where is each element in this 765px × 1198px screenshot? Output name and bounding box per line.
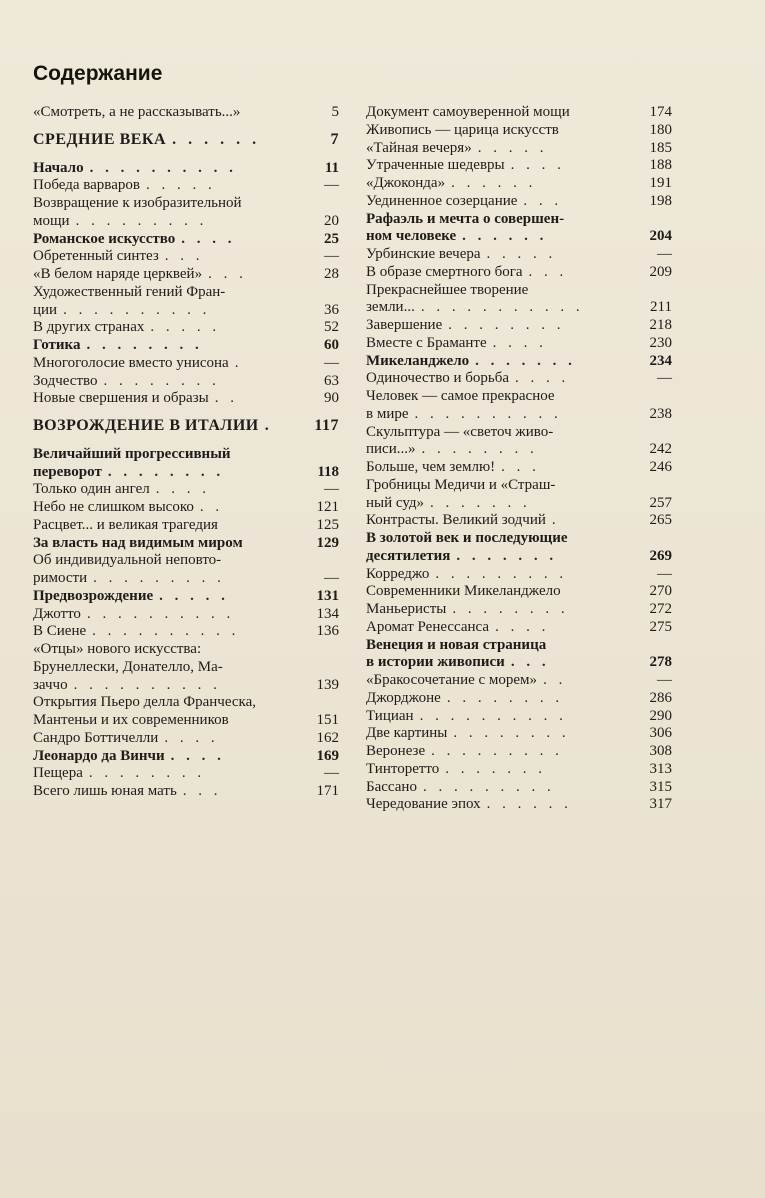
dot-leader: . . . bbox=[208, 266, 247, 282]
dot-leader: . . . . . . . . . . bbox=[92, 623, 240, 640]
toc-entry bbox=[33, 659, 339, 677]
toc-entry bbox=[33, 131, 339, 149]
toc-entry bbox=[33, 623, 339, 641]
page-number: 151 bbox=[316, 712, 339, 728]
toc-entry bbox=[33, 570, 339, 588]
toc-entry bbox=[366, 104, 672, 122]
toc-entry bbox=[366, 743, 672, 761]
toc-entry-title: Скульптура — «светоч живо- bbox=[366, 423, 554, 440]
page-number: 20 bbox=[324, 212, 339, 229]
page-number: 204 bbox=[649, 228, 672, 245]
page-number: 185 bbox=[649, 139, 672, 156]
toc-entry-title: Возвращение к изобразительной bbox=[33, 195, 242, 211]
toc-entry bbox=[33, 373, 339, 391]
page-number: 286 bbox=[649, 689, 672, 706]
dot-leader: . bbox=[551, 512, 560, 529]
toc-entry-title: Обретенный синтез bbox=[33, 248, 159, 265]
page-number: — bbox=[324, 354, 339, 371]
page-number: 290 bbox=[649, 707, 672, 724]
toc-left-column bbox=[33, 104, 339, 801]
toc-entry bbox=[366, 761, 672, 779]
page-number: 278 bbox=[649, 654, 672, 671]
page-number: 25 bbox=[324, 230, 339, 247]
page-number: 5 bbox=[331, 104, 339, 120]
page-number: 272 bbox=[649, 601, 672, 617]
toc-entry-title: Современники Микеланджело bbox=[366, 583, 561, 600]
toc-entry bbox=[366, 477, 672, 495]
page-number: 306 bbox=[649, 725, 672, 742]
page-number: 121 bbox=[316, 499, 339, 515]
toc-entry bbox=[366, 512, 672, 530]
toc-entry bbox=[33, 748, 339, 766]
toc-entry-title: земли... bbox=[366, 299, 415, 316]
toc-entry-title: «В белом наряде церквей» bbox=[33, 266, 203, 282]
toc-entry bbox=[33, 417, 339, 435]
toc-entry-title: десятилетия bbox=[366, 547, 451, 564]
toc-right-column bbox=[366, 104, 672, 814]
page-number: 117 bbox=[314, 417, 339, 434]
toc-entry bbox=[366, 157, 672, 175]
toc-entry bbox=[366, 495, 672, 513]
page-number: 169 bbox=[316, 747, 339, 764]
toc-entry bbox=[33, 677, 339, 695]
page-number: 28 bbox=[324, 266, 339, 282]
toc-entry bbox=[366, 459, 672, 477]
toc-entry-title: Величайший прогрессивный bbox=[33, 445, 231, 462]
toc-entry-title: Джотто bbox=[33, 605, 81, 622]
toc-entry-title: Человек — самое прекрасное bbox=[366, 388, 555, 404]
toc-entry bbox=[366, 299, 672, 317]
page-number: 230 bbox=[649, 334, 672, 351]
toc-entry-title: Пещера bbox=[33, 765, 83, 782]
toc-entry bbox=[33, 730, 339, 748]
toc-entry bbox=[366, 690, 672, 708]
toc-entry bbox=[366, 530, 672, 548]
page-number: 174 bbox=[649, 104, 672, 120]
toc-entry-title: Тинторетто bbox=[366, 760, 440, 777]
dot-leader: . . . bbox=[523, 192, 563, 209]
dot-leader: . . . bbox=[501, 459, 540, 475]
page-number: 308 bbox=[649, 743, 672, 759]
toc-entry-title: римости bbox=[33, 570, 88, 586]
toc-entry bbox=[33, 195, 339, 213]
toc-entry bbox=[366, 353, 672, 371]
toc-entry bbox=[366, 619, 672, 637]
toc-entry bbox=[33, 302, 339, 320]
dot-leader: . . . . . . . . bbox=[446, 689, 564, 706]
page-number: — bbox=[324, 248, 339, 265]
toc-entry bbox=[33, 641, 339, 659]
dot-leader: . . . . . . . bbox=[456, 547, 558, 564]
dot-leader: . . . bbox=[164, 248, 204, 265]
toc-entry-title: Больше, чем землю! bbox=[366, 459, 496, 475]
toc-entry-title: Маньеристы bbox=[366, 601, 447, 617]
toc-entry-title: В других странах bbox=[33, 319, 145, 336]
toc-entry bbox=[366, 246, 672, 264]
page-number: 139 bbox=[316, 676, 339, 693]
toc-entry-title: Художественный гений Фран- bbox=[33, 283, 226, 300]
toc-entry-title: Об индивидуальной неповто- bbox=[33, 552, 222, 569]
toc-entry bbox=[366, 708, 672, 726]
toc-entry bbox=[366, 193, 672, 211]
dot-leader: . . . . . . . . bbox=[452, 601, 569, 617]
toc-entry-title: Мантеньи и их современников bbox=[33, 712, 229, 728]
dot-leader: . . . . . bbox=[145, 177, 216, 194]
toc-entry-title: ции bbox=[33, 301, 58, 318]
toc-entry-title: Завершение bbox=[366, 317, 443, 333]
toc-entry bbox=[33, 588, 339, 606]
toc-entry bbox=[33, 284, 339, 302]
page-number: 131 bbox=[316, 587, 339, 604]
toc-entry-title: Готика bbox=[33, 337, 81, 353]
dot-leader: . . . . bbox=[181, 230, 236, 247]
toc-entry-title: заччо bbox=[33, 676, 68, 693]
toc-entry-title: Начало bbox=[33, 159, 84, 176]
toc-entry-title: СРЕДНИЕ ВЕКА bbox=[33, 130, 167, 148]
page-number: — bbox=[324, 570, 339, 586]
dot-leader: . . . . . . . . . . bbox=[73, 676, 221, 693]
page-number: 211 bbox=[650, 299, 672, 316]
toc-entry bbox=[366, 725, 672, 743]
toc-entry-title: В Сиене bbox=[33, 623, 87, 640]
page-number: 125 bbox=[316, 516, 339, 533]
toc-entry-title: писи...» bbox=[366, 441, 416, 458]
toc-entry bbox=[33, 319, 339, 337]
toc-entry-title: Многоголосие вместо унисона bbox=[33, 354, 229, 371]
page-number: 234 bbox=[649, 352, 672, 369]
page-title: Содержание bbox=[33, 62, 163, 85]
dot-leader: . . . . . . . . . bbox=[431, 743, 563, 759]
toc-entry bbox=[33, 248, 339, 266]
toc-entry bbox=[366, 317, 672, 335]
toc-entry-title: Две картины bbox=[366, 725, 448, 742]
dot-leader: . . bbox=[543, 672, 567, 688]
dot-leader: . . bbox=[199, 499, 224, 515]
toc-entry-title: ный суд» bbox=[366, 494, 425, 511]
toc-entry-title: Рафаэль и мечта о совершен- bbox=[366, 210, 565, 227]
toc-entry bbox=[33, 694, 339, 712]
toc-entry bbox=[366, 388, 672, 406]
dot-leader: . . . . . bbox=[159, 587, 229, 604]
toc-entry-title: Аромат Ренессанса bbox=[366, 618, 490, 635]
toc-entry-title: Небо не слишком высоко bbox=[33, 499, 194, 515]
toc-entry bbox=[33, 390, 339, 408]
toc-entry-title: Одиночество и борьба bbox=[366, 370, 509, 387]
dot-leader: . . . . . . . . bbox=[453, 725, 570, 742]
toc-entry-title: Прекраснейшее творение bbox=[366, 281, 529, 298]
page-number: 188 bbox=[649, 157, 672, 174]
toc-entry bbox=[33, 231, 339, 249]
toc-entry-title: Чередование эпох bbox=[366, 796, 481, 813]
page-number: 242 bbox=[649, 441, 672, 458]
dot-leader: . . . . . . bbox=[451, 175, 537, 191]
page-number: 315 bbox=[649, 778, 672, 795]
dot-leader: . . . . . . . . . . bbox=[414, 405, 562, 422]
dot-leader: . . . . . . . . . . . bbox=[420, 299, 584, 316]
toc-entry bbox=[366, 370, 672, 388]
toc-entry-title: Открытия Пьеро делла Франческа, bbox=[33, 694, 256, 711]
dot-leader: . . . bbox=[510, 654, 550, 671]
dot-leader: . bbox=[264, 417, 273, 434]
toc-entry-title: «Смотреть, а не рассказывать...» bbox=[33, 104, 241, 120]
toc-entry-title: Новые свершения и образы bbox=[33, 390, 209, 407]
page-number: 270 bbox=[649, 583, 672, 600]
toc-entry-title: Предвозрождение bbox=[33, 587, 154, 604]
toc-entry-title: Всего лишь юная мать bbox=[33, 783, 177, 799]
page-number: 269 bbox=[649, 547, 672, 564]
toc-entry-title: Бассано bbox=[366, 778, 417, 795]
dot-leader: . . . . . . . . bbox=[448, 317, 565, 333]
toc-entry-title: Уединенное созерцание bbox=[366, 192, 518, 209]
toc-entry bbox=[366, 175, 672, 193]
toc-entry-title: Сандро Боттичелли bbox=[33, 729, 159, 746]
dot-leader: . . . . . . bbox=[486, 796, 572, 813]
page-number: 136 bbox=[316, 623, 339, 640]
page-number: 313 bbox=[649, 760, 672, 777]
toc-entry-title: Брунеллески, Донателло, Ма- bbox=[33, 658, 223, 675]
toc-entry bbox=[33, 499, 339, 517]
toc-entry-title: Урбинские вечера bbox=[366, 246, 481, 262]
dot-leader: . . . . . . . . . bbox=[435, 565, 568, 582]
toc-entry bbox=[366, 140, 672, 158]
dot-leader: . . . . bbox=[155, 481, 210, 498]
toc-entry bbox=[33, 213, 339, 231]
toc-entry bbox=[366, 672, 672, 690]
toc-entry bbox=[33, 104, 339, 122]
toc-entry bbox=[33, 552, 339, 570]
dot-leader: . bbox=[234, 354, 243, 371]
page-number: 63 bbox=[324, 372, 339, 389]
toc-entry bbox=[33, 355, 339, 373]
toc-entry-title: Зодчество bbox=[33, 372, 98, 389]
page-number: — bbox=[657, 672, 672, 688]
page-number: 129 bbox=[316, 534, 339, 551]
page-number: 191 bbox=[649, 175, 672, 191]
page-number: 11 bbox=[324, 159, 339, 176]
dot-leader: . . . . . bbox=[477, 139, 548, 156]
toc-entry-title: «Тайная вечеря» bbox=[366, 139, 472, 156]
page-number: 198 bbox=[649, 192, 672, 209]
dot-leader: . . . . . . . . bbox=[107, 463, 225, 480]
toc-entry bbox=[33, 517, 339, 535]
page-number: 238 bbox=[649, 405, 672, 422]
toc-entry-title: мощи bbox=[33, 212, 70, 229]
page-number: 317 bbox=[649, 796, 672, 813]
toc-entry bbox=[33, 606, 339, 624]
toc-entry bbox=[33, 464, 339, 482]
dot-leader: . . . . bbox=[515, 370, 570, 387]
dot-leader: . . . . bbox=[510, 157, 565, 174]
page-number: 162 bbox=[316, 729, 339, 746]
dot-leader: . . . . . . . bbox=[430, 494, 531, 511]
toc-entry-title: Джорджоне bbox=[366, 689, 441, 706]
dot-leader: . . . bbox=[182, 783, 222, 799]
dot-leader: . . . bbox=[528, 263, 568, 280]
toc-entry-title: переворот bbox=[33, 463, 102, 480]
page-number: — bbox=[657, 370, 672, 387]
toc-entry bbox=[366, 796, 672, 814]
toc-entry-title: Романское искусство bbox=[33, 230, 176, 247]
toc-entry-title: Вместе с Браманте bbox=[366, 334, 487, 351]
page-number: 180 bbox=[649, 121, 672, 138]
toc-entry-title: в мире bbox=[366, 405, 409, 422]
toc-entry-title: Тициан bbox=[366, 707, 414, 724]
toc-entry bbox=[33, 783, 339, 801]
toc-entry-title: Микеланджело bbox=[366, 352, 470, 369]
toc-entry bbox=[366, 654, 672, 672]
toc-entry-title: Только один ангел bbox=[33, 481, 150, 498]
dot-leader: . . . . . . . . bbox=[86, 337, 203, 353]
toc-entry bbox=[33, 481, 339, 499]
page-number: 275 bbox=[649, 618, 672, 635]
toc-entry-title: ном человеке bbox=[366, 228, 457, 245]
page-number: 90 bbox=[324, 390, 339, 407]
dot-leader: . . . . . . bbox=[172, 130, 261, 148]
toc-entry-title: Гробницы Медичи и «Страш- bbox=[366, 476, 556, 493]
dot-leader: . . bbox=[214, 390, 238, 407]
toc-entry-title: В образе смертного бога bbox=[366, 263, 523, 280]
toc-entry bbox=[366, 583, 672, 601]
toc-entry bbox=[366, 566, 672, 584]
page-number: 36 bbox=[324, 301, 339, 318]
page-number: — bbox=[324, 765, 339, 782]
toc-entry bbox=[33, 266, 339, 284]
dot-leader: . . . . . . . bbox=[445, 760, 547, 777]
dot-leader: . . . . . . bbox=[462, 228, 548, 245]
toc-entry bbox=[33, 177, 339, 195]
dot-leader: . . . . . . . . . . bbox=[89, 159, 237, 176]
toc-entry bbox=[33, 535, 339, 553]
toc-entry bbox=[366, 779, 672, 797]
toc-entry-title: Леонардо да Винчи bbox=[33, 747, 165, 764]
dot-leader: . . . . . . . bbox=[475, 352, 576, 369]
toc-entry bbox=[366, 211, 672, 229]
toc-entry bbox=[366, 335, 672, 353]
page-number: 265 bbox=[649, 512, 672, 529]
dot-leader: . . . . . . . . . bbox=[422, 778, 555, 795]
page-number: 209 bbox=[649, 263, 672, 280]
page-number: 7 bbox=[330, 130, 339, 148]
page-number: — bbox=[657, 246, 672, 262]
dot-leader: . . . . . bbox=[150, 319, 221, 336]
toc-entry bbox=[366, 228, 672, 246]
toc-entry bbox=[366, 637, 672, 655]
toc-entry-title: Утраченные шедевры bbox=[366, 157, 505, 174]
toc-entry bbox=[366, 601, 672, 619]
dot-leader: . . . . . . . . . . bbox=[419, 707, 567, 724]
toc-entry bbox=[366, 441, 672, 459]
dot-leader: . . . . . . . . bbox=[88, 765, 206, 782]
toc-entry bbox=[366, 122, 672, 140]
toc-entry bbox=[366, 424, 672, 442]
toc-entry bbox=[366, 282, 672, 300]
toc-entry-title: Победа варваров bbox=[33, 177, 140, 194]
toc-entry bbox=[33, 765, 339, 783]
toc-entry-title: Расцвет... и великая трагедия bbox=[33, 516, 218, 533]
page-number: — bbox=[657, 565, 672, 582]
page-number: 257 bbox=[649, 494, 672, 511]
toc-entry-title: Веронезе bbox=[366, 743, 426, 759]
toc-entry-title: ВОЗРОЖДЕНИЕ В ИТАЛИИ bbox=[33, 417, 259, 434]
dot-leader: . . . . bbox=[164, 729, 219, 746]
dot-leader: . . . . bbox=[170, 747, 225, 764]
toc-entry bbox=[33, 337, 339, 355]
page-number: 171 bbox=[316, 783, 339, 799]
toc-entry bbox=[33, 712, 339, 730]
toc-entry-title: «Джоконда» bbox=[366, 175, 446, 191]
dot-leader: . . . . . bbox=[486, 246, 557, 262]
toc-entry-title: «Бракосочетание с морем» bbox=[366, 672, 538, 688]
toc-entry-title: В золотой век и последующие bbox=[366, 530, 568, 546]
dot-leader: . . . . . . . . . . bbox=[63, 301, 211, 318]
toc-entry-title: «Отцы» нового искусства: bbox=[33, 641, 202, 657]
dot-leader: . . . . bbox=[492, 334, 547, 351]
dot-leader: . . . . . . . . bbox=[103, 372, 220, 389]
toc-entry-title: Живопись — царица искусств bbox=[366, 121, 559, 138]
toc-entry-title: Контрасты. Великий зодчий bbox=[366, 512, 546, 529]
toc-entry-title: Документ самоуверенной мощи bbox=[366, 104, 570, 120]
page-number: 218 bbox=[649, 317, 672, 333]
toc-entry bbox=[33, 446, 339, 464]
page-number: 246 bbox=[649, 459, 672, 475]
page-number: — bbox=[324, 481, 339, 498]
toc-entry bbox=[366, 264, 672, 282]
toc-entry bbox=[33, 160, 339, 178]
dot-leader: . . . . . . . . . . bbox=[86, 605, 235, 622]
page-number: 52 bbox=[324, 319, 339, 336]
dot-leader: . . . . bbox=[495, 618, 550, 635]
page-number: — bbox=[324, 177, 339, 194]
toc-entry-title: Венеция и новая страница bbox=[366, 636, 547, 653]
toc-entry-title: в истории живописи bbox=[366, 654, 505, 671]
dot-leader: . . . . . . . . bbox=[421, 441, 538, 458]
page-number: 134 bbox=[316, 605, 339, 622]
page-number: 118 bbox=[317, 463, 339, 480]
dot-leader: . . . . . . . . . bbox=[93, 570, 225, 586]
toc-entry-title: За власть над видимым миром bbox=[33, 534, 243, 551]
toc-entry bbox=[366, 406, 672, 424]
page-number: 60 bbox=[324, 337, 339, 353]
dot-leader: . . . . . . . . . bbox=[75, 212, 208, 229]
toc-entry-title: Корреджо bbox=[366, 565, 430, 582]
toc-entry bbox=[366, 548, 672, 566]
